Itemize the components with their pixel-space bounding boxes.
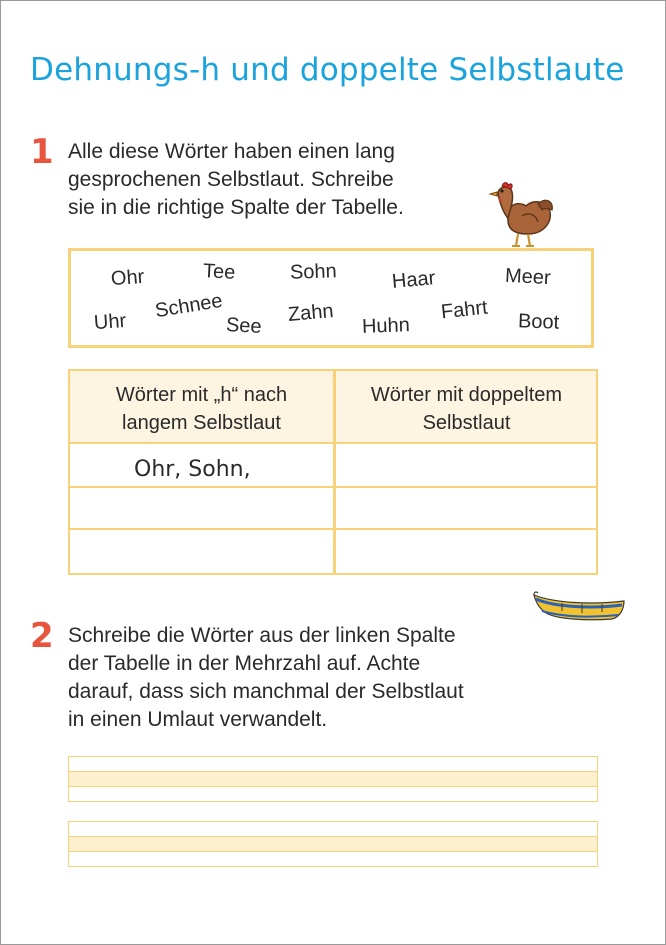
word-item: Meer xyxy=(504,264,552,290)
boat-illustration xyxy=(532,589,628,623)
word-box xyxy=(68,248,594,348)
hen-illustration xyxy=(488,180,558,250)
example-entry: Ohr, Sohn, xyxy=(134,457,251,482)
table-row-divider xyxy=(70,486,596,488)
task-1-line: Alle diese Wörter haben einen lang xyxy=(68,140,395,163)
word-item: Haar xyxy=(391,267,437,293)
task-1-line: sie in die richtige Spalte der Tabelle. xyxy=(68,196,404,219)
task-2-line: darauf, dass sich manchmal der Selbstlaut xyxy=(68,680,464,703)
word-item: Schnee xyxy=(153,289,225,323)
word-item: Zahn xyxy=(287,300,335,326)
sorting-table xyxy=(68,369,598,575)
header-line: Wörter mit „h“ nach xyxy=(115,384,288,406)
word-item: Huhn xyxy=(361,314,411,338)
word-item: Sohn xyxy=(289,260,338,284)
word-item: See xyxy=(225,314,263,338)
task-1-instructions xyxy=(68,138,404,222)
word-item: Tee xyxy=(202,260,236,284)
column-header-h xyxy=(70,381,333,437)
writing-line-band xyxy=(69,836,597,852)
task-2-line: der Tabelle in der Mehrzahl auf. Achte xyxy=(68,652,421,675)
writing-line[interactable] xyxy=(68,821,598,867)
task-2-line: in einen Umlaut verwandelt. xyxy=(68,708,328,731)
task-2-instructions xyxy=(68,622,464,734)
task-2-line: Schreibe die Wörter aus der linken Spalte xyxy=(68,624,456,647)
writing-line-band xyxy=(69,771,597,787)
task-2-number: 2 xyxy=(30,616,54,656)
word-item: Ohr xyxy=(110,265,146,291)
task-1-number: 1 xyxy=(30,132,54,172)
word-item: Fahrt xyxy=(439,296,489,324)
word-item: Uhr xyxy=(93,309,127,335)
writing-line[interactable] xyxy=(68,756,598,802)
table-row-divider xyxy=(70,528,596,530)
task-1-line: gesprochenen Selbstlaut. Schreibe xyxy=(68,168,394,191)
page-title: Dehnungs-h und doppelte Selbstlaute xyxy=(30,52,625,88)
header-line: Wörter mit doppeltem xyxy=(370,384,563,406)
word-item: Boot xyxy=(517,310,560,334)
header-line: langem Selbstlaut xyxy=(122,412,281,434)
header-line: Selbstlaut xyxy=(422,412,511,434)
column-header-double-vowel xyxy=(335,381,598,437)
